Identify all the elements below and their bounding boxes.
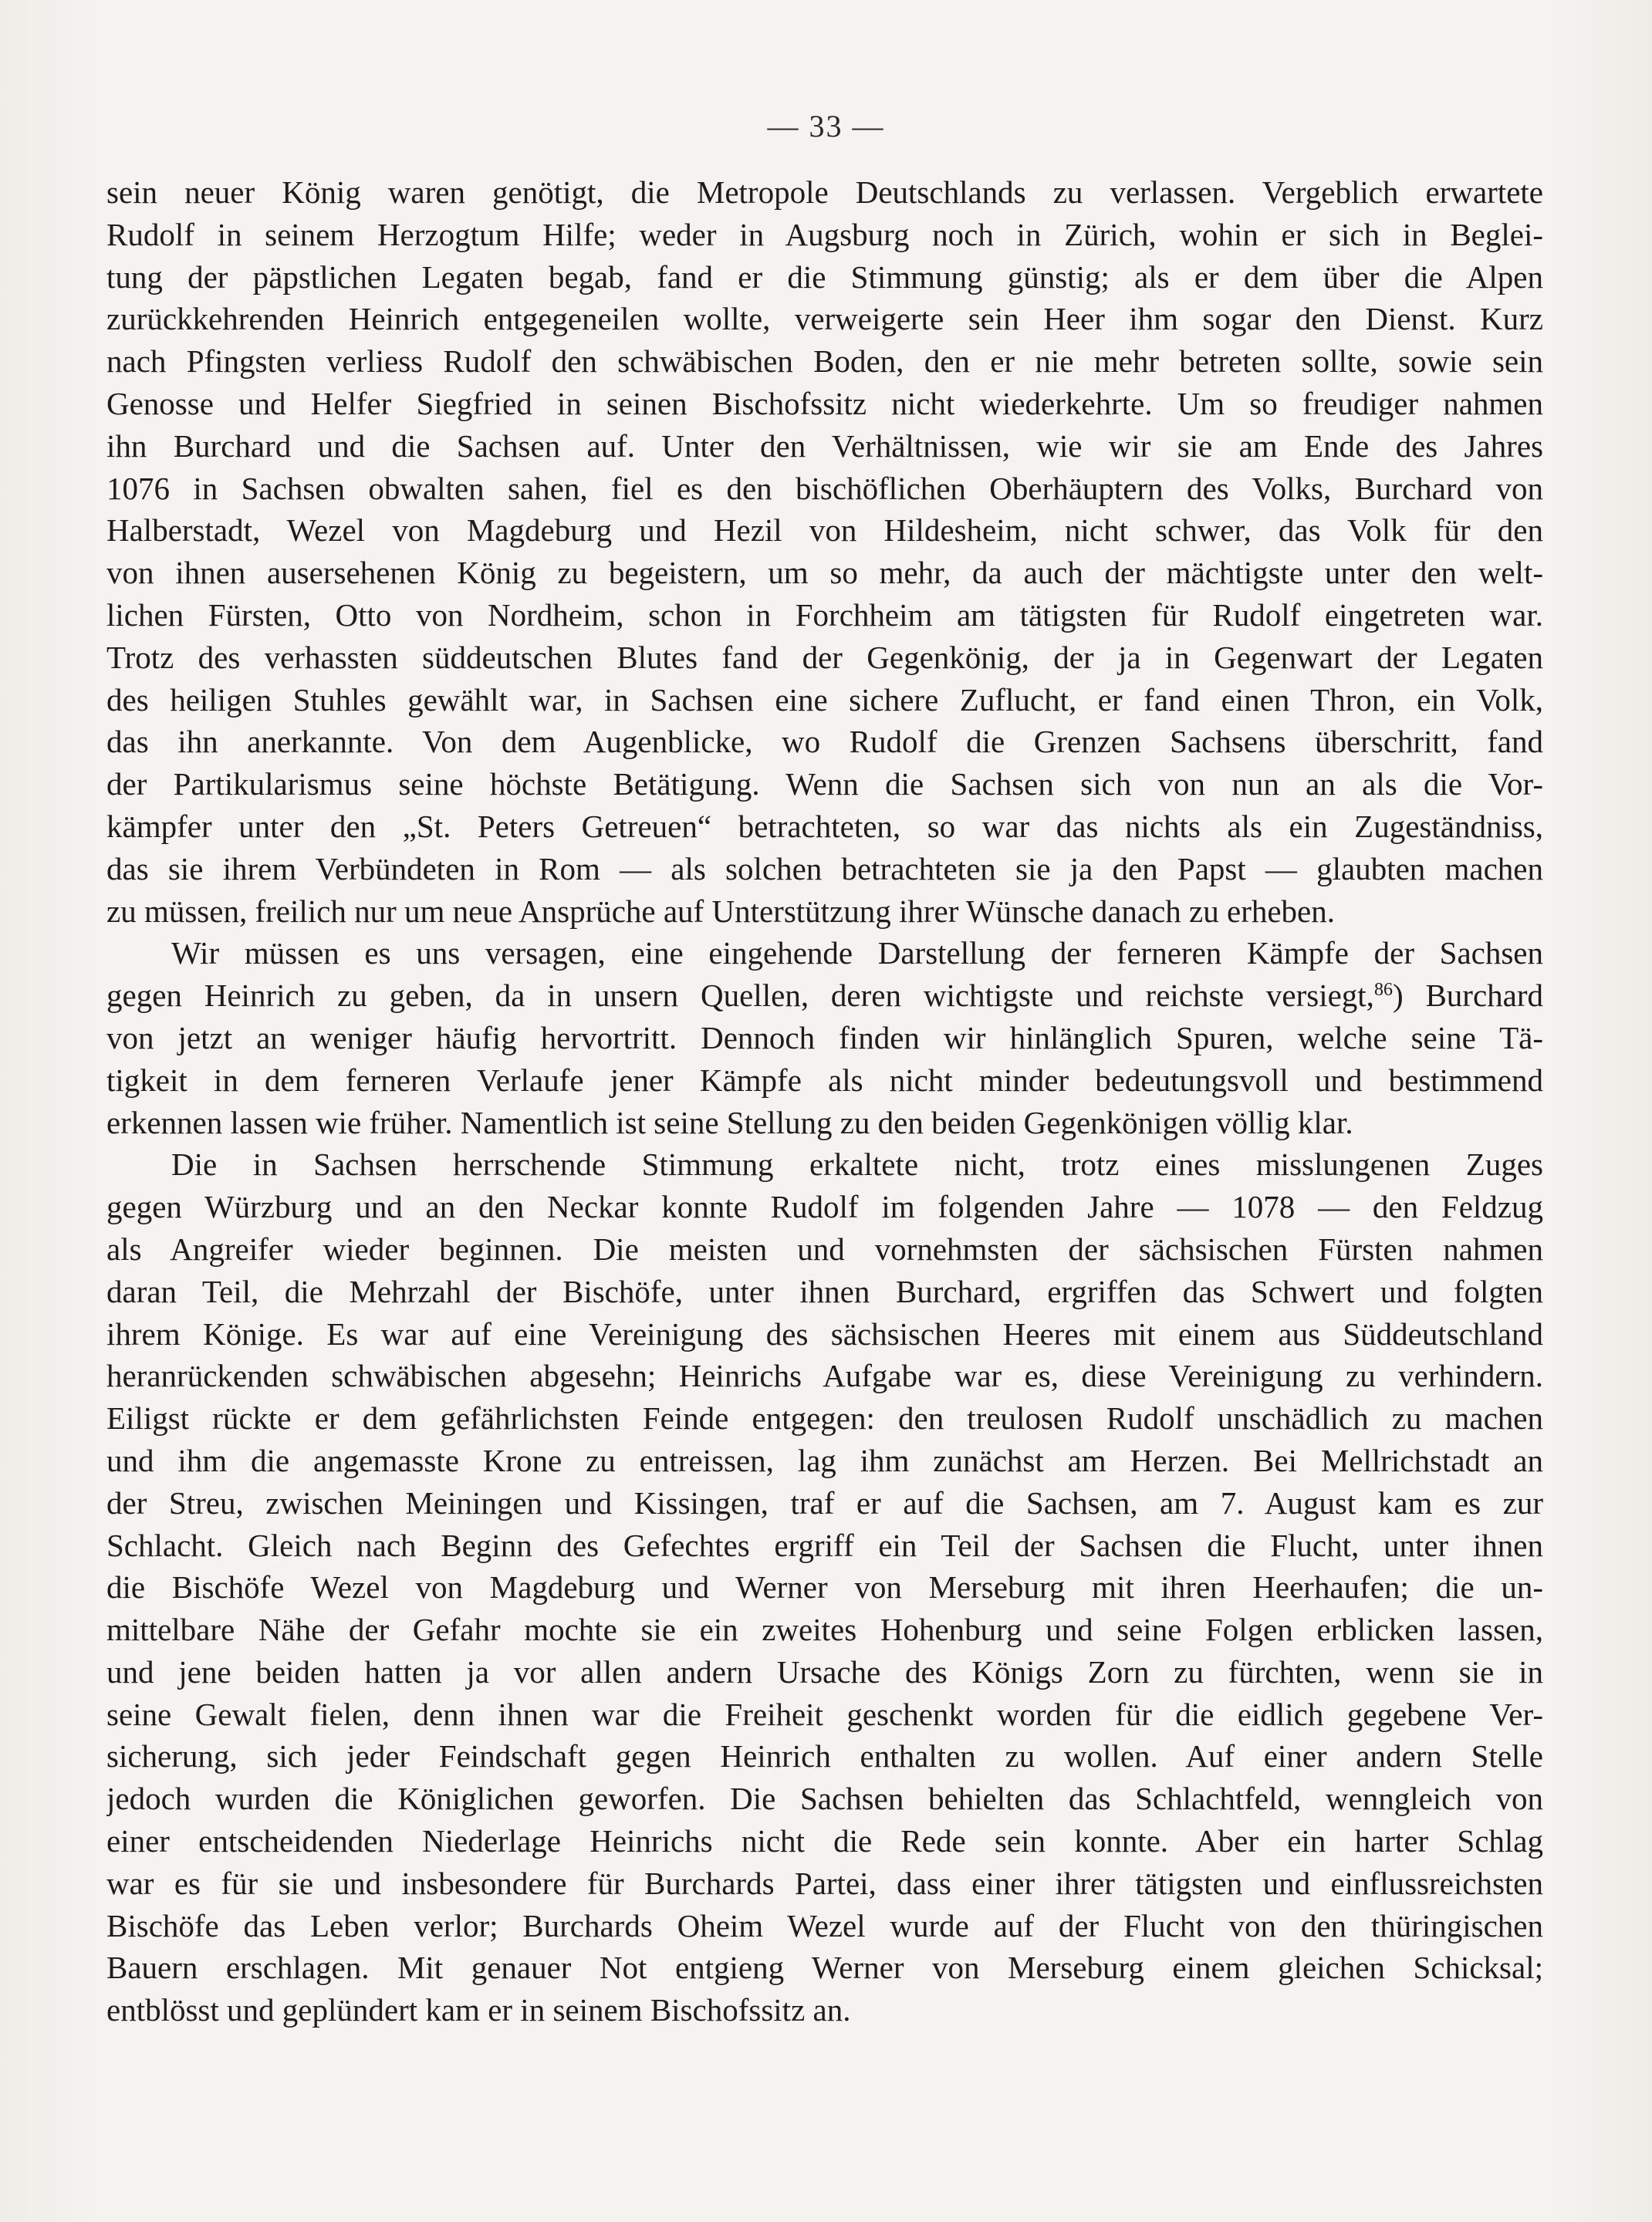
body-text [106,171,1543,2031]
text-line: Rudolf in seinem Herzogtum Hilfe; weder in Augsburg noch in Zürich, wohin er sich in Beglei- [106,216,1543,252]
paragraph [106,171,1543,932]
text-line: heranrückenden schwäbischen abgesehn; Heinrichs Aufgabe war es, diese Vereinigung zu verhindern. [106,1358,1543,1394]
text-line: ihrem Könige. Es war auf eine Vereinigung des sächsischen Heeres mit einem aus Süddeutschland [106,1315,1543,1352]
text-line: nach Pfingsten verliess Rudolf den schwäbischen Boden, den er nie mehr betreten sollte, sowie sein [106,343,1543,380]
text-line: und jene beiden hatten ja vor allen andern Ursache des Königs Zorn zu fürchten, wenn sie in [106,1653,1543,1690]
text-line: Trotz des verhassten süddeutschen Blutes fand der Gegenkönig, der ja in Gegenwart der Legaten [106,639,1543,675]
text-line: zu müssen, freilich nur um neue Ansprüche auf Unterstützung ihrer Wünsche danach zu erheben. [106,893,1335,929]
text-line: seine Gewalt fielen, denn ihnen war die Freiheit geschenkt worden für die eidlich gegebene Ver- [106,1696,1543,1732]
footnote-ref[interactable]: 86 [1373,980,1393,1001]
text-line-segment: ) Burchard [1392,978,1543,1014]
text-line: lichen Fürsten, Otto von Nordheim, schon in Forchheim am tätigsten für Rudolf eingetreten war. [106,596,1543,633]
text-line: das ihn anerkannte. Von dem Augenblicke, wo Rudolf die Grenzen Sachsens überschritt, fand [106,724,1543,760]
text-line-with-footnote [106,974,1543,1017]
page-number: — 33 — [767,109,885,144]
text-line: Wir müssen es uns versagen, eine eingehende Darstellung der ferneren Kämpfe der Sachsen [171,935,1543,971]
text-line: von ihnen ausersehenen König zu begeistern, um so mehr, da auch der mächtigste unter den welt- [106,555,1543,591]
text-line: einer entscheidenden Niederlage Heinrichs nicht die Rede sein konnte. Aber ein harter Schlag [106,1823,1543,1859]
text-line: der Partikularismus seine höchste Betätigung. Wenn die Sachsen sich von nun an als die Vor- [106,766,1543,802]
text-line: zurückkehrenden Heinrich entgegeneilen wollte, verweigerte sein Heer ihm sogar den Dienst. Kurz [106,301,1543,337]
text-line: tigkeit in dem ferneren Verlaufe jener Kämpfe als nicht minder bedeutungsvoll und bestimmend [106,1062,1543,1098]
text-line: der Streu, zwischen Meiningen und Kissingen, traf er auf die Sachsen, am 7. August kam es zur [106,1484,1543,1521]
text-line: Bischöfe das Leben verlor; Burchards Oheim Wezel wurde auf der Flucht von den thüringischen [106,1907,1543,1943]
paragraph [106,932,1543,1143]
text-line: als Angreifer wieder beginnen. Die meisten und vornehmsten der sächsischen Fürsten nahmen [106,1231,1543,1267]
text-line: daran Teil, die Mehrzahl der Bischöfe, unter ihnen Burchard, ergriffen das Schwert und folgten [106,1273,1543,1309]
text-line: gegen Würzburg und an den Neckar konnte Rudolf im folgenden Jahre — 1078 — den Feldzug [106,1189,1543,1225]
text-line: sicherung, sich jeder Feindschaft gegen Heinrich enthalten zu wollen. Auf einer andern Stelle [106,1738,1543,1775]
text-line: Genosse und Helfer Siegfried in seinen Bischofssitz nicht wiederkehrte. Um so freudiger nahmen [106,385,1543,421]
text-line: Die in Sachsen herrschende Stimmung erkaltete nicht, trotz eines misslungenen Zuges [171,1146,1543,1183]
text-line: tung der päpstlichen Legaten begab, fand er die Stimmung günstig; als er dem über die Alpen [106,258,1543,295]
text-line: des heiligen Stuhles gewählt war, in Sachsen eine sichere Zuflucht, er fand einen Thron, ein Volk, [106,681,1543,718]
paragraph [106,1143,1543,2031]
text-line: kämpfer unter den „St. Peters Getreuen“ betrachteten, so war das nichts als ein Zugeständniss, [106,808,1543,844]
text-line: und ihm die angemasste Krone zu entreissen, lag ihm zunächst am Herzen. Bei Mellrichstadt an [106,1442,1543,1478]
text-line: Schlacht. Gleich nach Beginn des Gefechtes ergriff ein Teil der Sachsen die Flucht, unter ihnen [106,1527,1543,1563]
text-line: von jetzt an weniger häufig hervortritt. Dennoch finden wir hinlänglich Spuren, welche seine Tä- [106,1019,1543,1055]
text-line: die Bischöfe Wezel von Magdeburg und Werner von Merseburg mit ihren Heerhaufen; die un- [106,1569,1543,1606]
text-line: jedoch wurden die Königlichen geworfen. Die Sachsen behielten das Schlachtfeld, wenngleich von [106,1781,1543,1817]
text-line: ihn Burchard und die Sachsen auf. Unter den Verhältnissen, wie wir sie am Ende des Jahres [106,427,1543,464]
text-line: 1076 in Sachsen obwalten sahen, fiel es den bischöflichen Oberhäuptern des Volks, Burchard von [106,470,1543,506]
text-line: Halberstadt, Wezel von Magdeburg und Hezil von Hildesheim, nicht schwer, das Volk für den [106,512,1543,549]
text-line: Bauern erschlagen. Mit genauer Not entgieng Werner von Merseburg einem gleichen Schicksal; [106,1950,1543,1986]
text-line: mittelbare Nähe der Gefahr mochte sie ein zweites Hohenburg und seine Folgen erblicken lassen, [106,1612,1543,1648]
text-line: erkennen lassen wie früher. Namentlich ist seine Stellung zu den beiden Gegenkönigen völlig klar. [106,1104,1353,1140]
text-line: das sie ihrem Verbündeten in Rom — als solchen betrachteten sie ja den Papst — glaubten machen [106,850,1543,886]
text-line: war es für sie und insbesondere für Burchards Partei, dass einer ihrer tätigsten und einflussreichsten [106,1865,1543,1901]
text-line: Eiligst rückte er dem gefährlichsten Feinde entgegen: den treulosen Rudolf unschädlich zu machen [106,1400,1543,1437]
text-line-segment: gegen Heinrich zu geben, da in unsern Quellen, deren wichtigste und reichste versiegt, [106,978,1374,1014]
text-line: sein neuer König waren genötigt, die Metropole Deutschlands zu verlassen. Vergeblich erwartete [106,174,1543,210]
text-line: entblösst und geplündert kam er in seinem Bischofssitz an. [106,1992,851,2028]
